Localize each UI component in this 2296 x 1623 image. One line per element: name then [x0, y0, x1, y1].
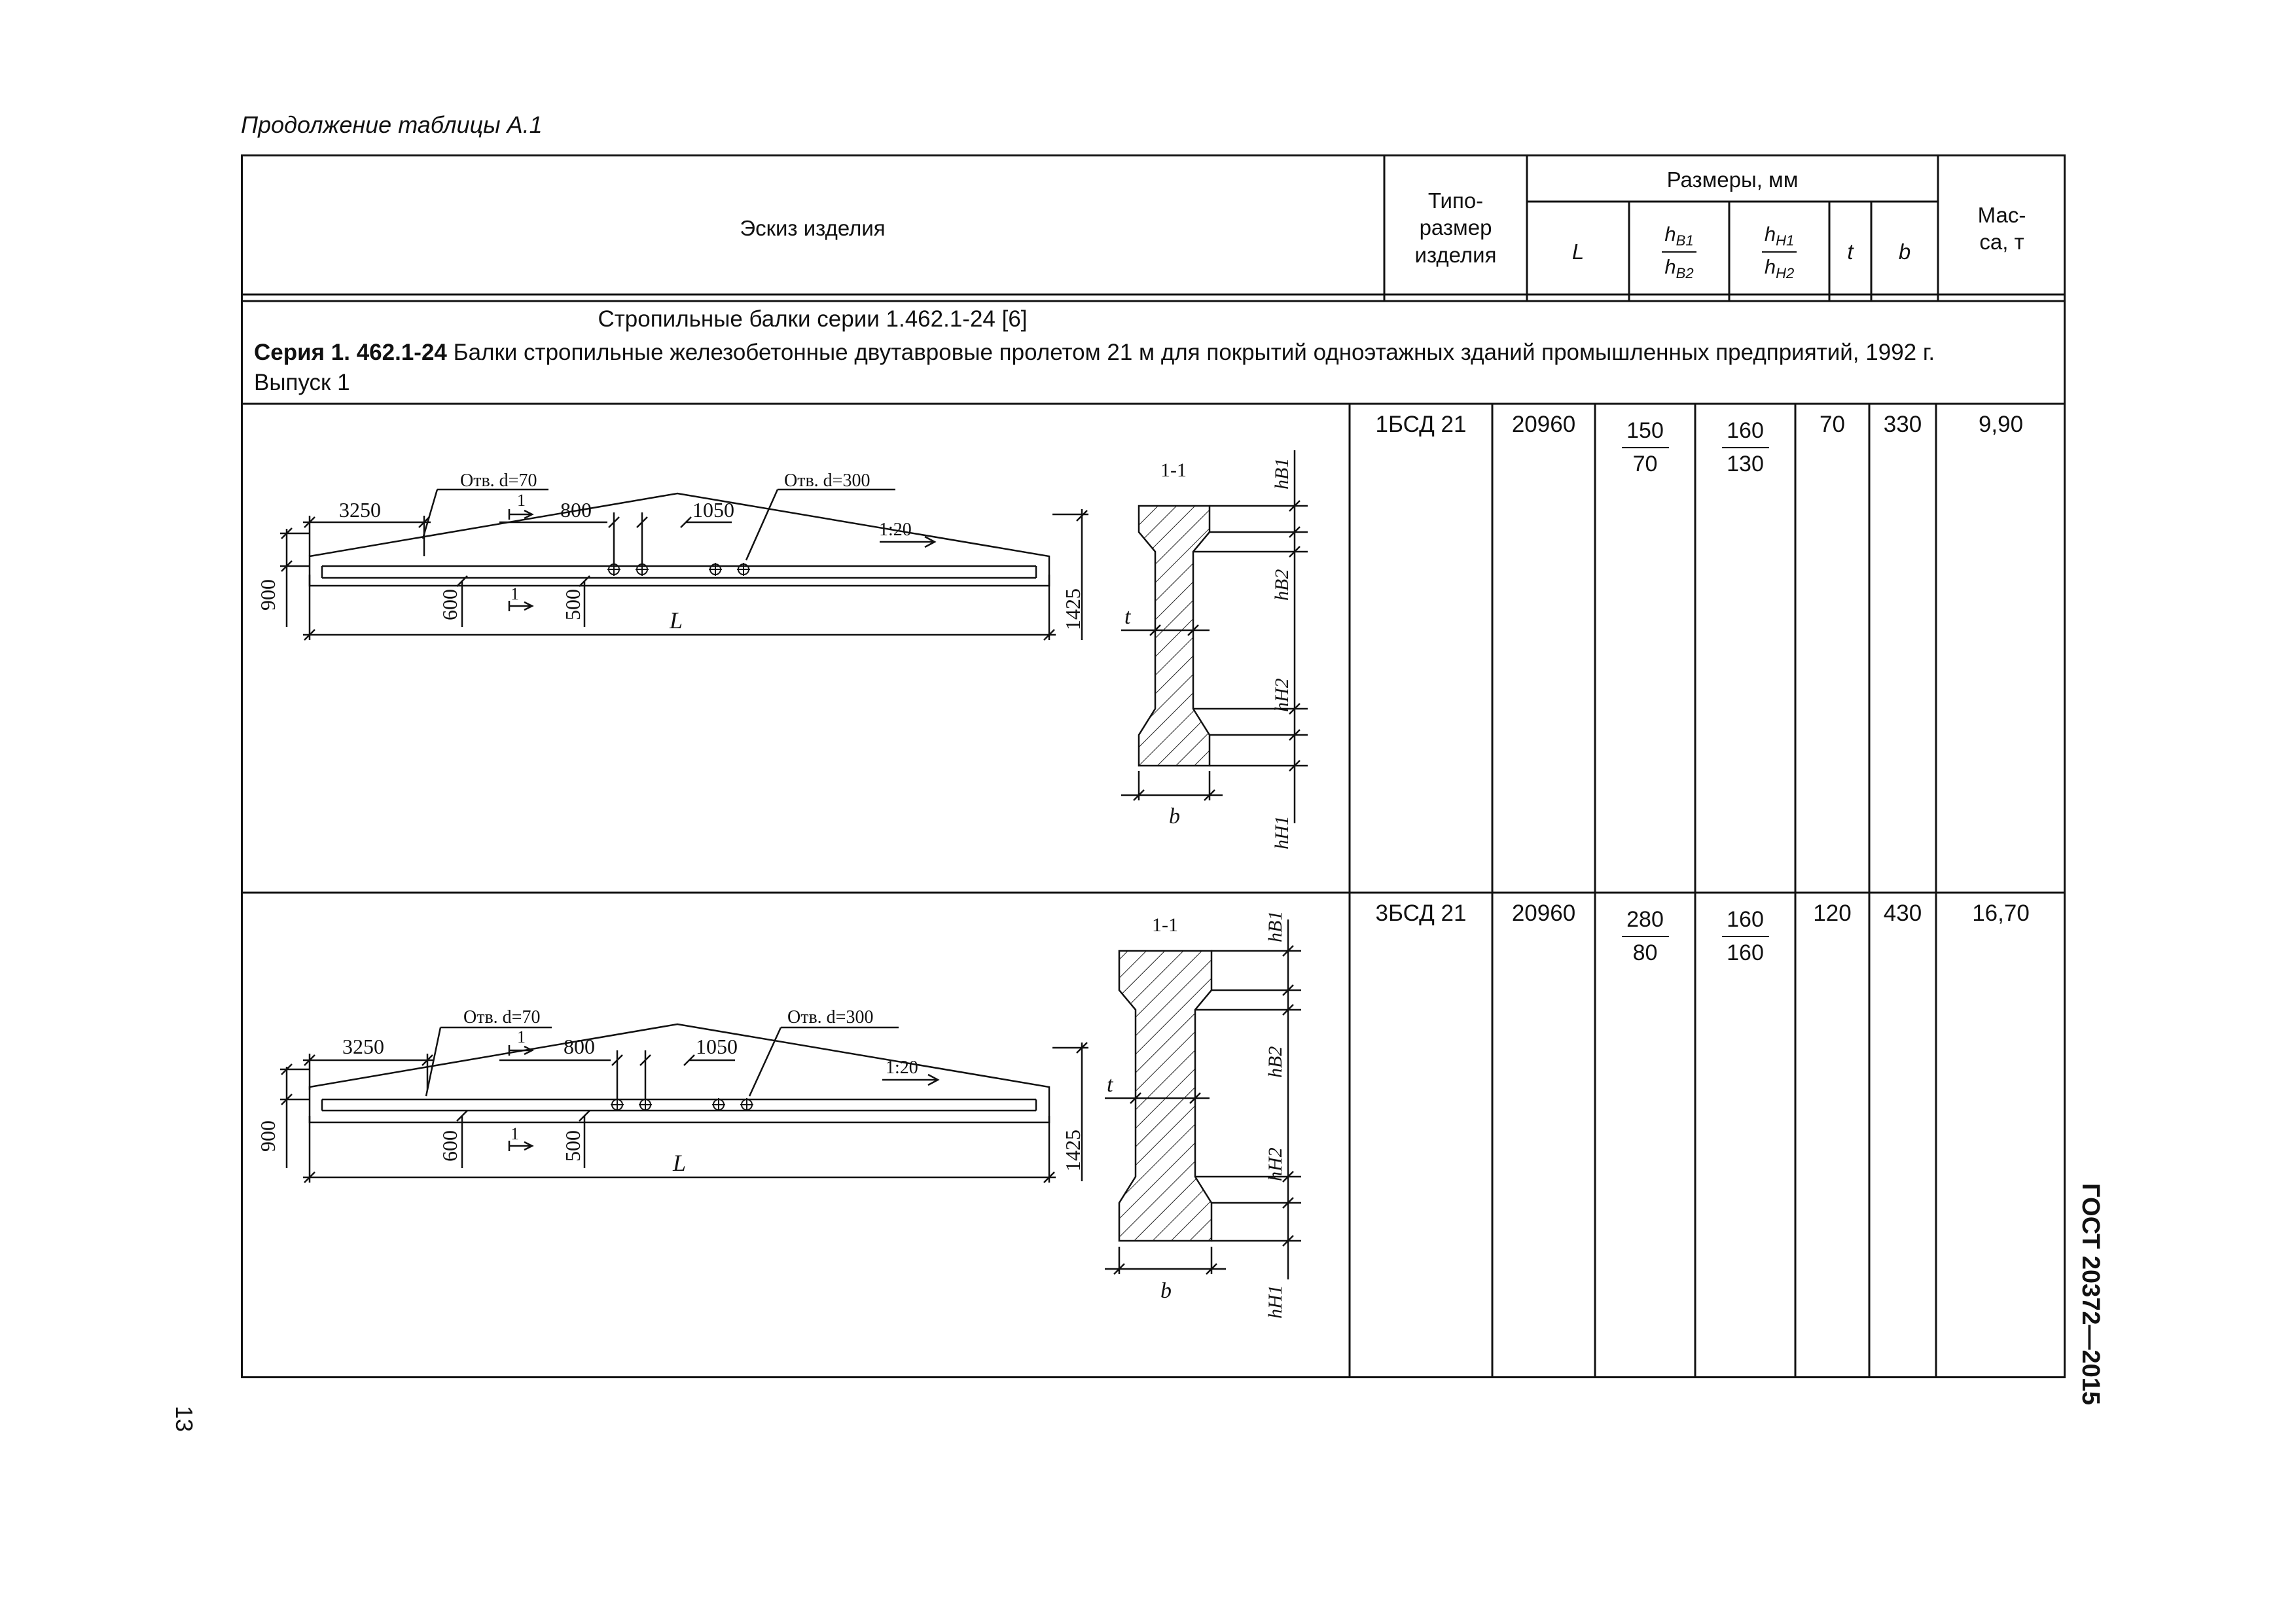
table-caption: Продолжение таблицы А.1 — [241, 111, 543, 138]
series-title: Стропильные балки серии 1.462.1-24 [6] — [598, 306, 1028, 332]
section-mark-top: 1 — [517, 491, 526, 510]
label-hole-300: Отв. d=300 — [787, 1007, 874, 1027]
row2-hB2: 80 — [1632, 940, 1658, 966]
dim-800: 800 — [564, 1035, 595, 1058]
dim-900: 900 — [256, 579, 279, 611]
row2-hH — [1695, 904, 1795, 970]
label-b: b — [1160, 1279, 1172, 1303]
label-hB1: hВ1 — [1271, 457, 1293, 490]
header-col-b: b — [1898, 240, 1911, 264]
header-type-size-line3: изделия — [1414, 242, 1497, 267]
row2-t: 120 — [1813, 901, 1852, 926]
section-mark-top: 1 — [517, 1027, 526, 1046]
document-standard-title: ГОСТ 20372—2015 — [2077, 1183, 2104, 1406]
row1-L: 20960 — [1511, 412, 1576, 437]
dim-1425: 1425 — [1061, 588, 1085, 630]
dim-1050: 1050 — [692, 498, 734, 522]
row1-hH1: 160 — [1722, 415, 1769, 448]
header-mass — [1938, 202, 2066, 256]
table — [241, 154, 2066, 1378]
dim-500: 500 — [561, 589, 584, 620]
header-col-t: t — [1847, 240, 1854, 264]
beam-sketch-2 — [241, 893, 1350, 1378]
row1-hB2: 70 — [1632, 452, 1658, 477]
row1-mass: 9,90 — [1978, 412, 2024, 437]
series-text: Балки стропильные железобетонные двутавровые пролетом 21 м для покрытий одноэтажных зданий промышленных предприятий, 1992 г. — [446, 340, 1935, 365]
header-col-hH — [1729, 220, 1829, 284]
header-hH-top: $h_{H1}$ — [1762, 220, 1797, 253]
header-mass-line2: са, т — [1979, 230, 2024, 255]
page-number: 13 — [171, 1406, 198, 1433]
beam-sketch-1 — [241, 404, 1350, 892]
label-section-title: 1-1 — [1160, 459, 1187, 481]
row2-hH2: 160 — [1727, 940, 1764, 966]
dim-3250: 3250 — [342, 1035, 384, 1058]
header-col-hB — [1629, 220, 1729, 284]
row1-type: 1БСД 21 — [1375, 412, 1467, 437]
label-L: L — [670, 607, 683, 633]
label-hH1: hН1 — [1271, 815, 1293, 849]
label-L: L — [673, 1150, 687, 1176]
row1-hH — [1695, 415, 1795, 481]
label-slope: 1:20 — [879, 520, 912, 540]
dim-1425: 1425 — [1061, 1130, 1085, 1171]
label-hole-300: Отв. d=300 — [784, 471, 870, 491]
row2-type: 3БСД 21 — [1375, 901, 1467, 926]
row2-hH1: 160 — [1722, 904, 1769, 937]
section-mark-bottom: 1 — [511, 1124, 519, 1143]
label-t: t — [1107, 1073, 1113, 1097]
series-name: Серия 1. 462.1-24 — [254, 340, 447, 365]
row1-hB1: 150 — [1622, 415, 1669, 448]
label-hB1: hВ1 — [1265, 910, 1286, 942]
dim-500: 500 — [561, 1130, 584, 1162]
header-hB-bottom: $h_{B2}$ — [1664, 255, 1694, 282]
header-hH-bottom: $h_{H2}$ — [1764, 255, 1795, 282]
row1-hH2: 130 — [1727, 452, 1764, 477]
row2-hB1: 280 — [1622, 904, 1669, 937]
label-hH1: hН1 — [1265, 1285, 1286, 1319]
dim-800: 800 — [560, 498, 592, 522]
label-b: b — [1169, 804, 1180, 829]
header-sketch: Эскиз изделия — [740, 216, 886, 240]
row2-mass: 16,70 — [1972, 901, 2030, 926]
header-type-size — [1384, 187, 1527, 268]
label-section-title: 1-1 — [1152, 914, 1178, 936]
label-hole-70: Отв. d=70 — [463, 1007, 541, 1027]
label-t: t — [1124, 605, 1131, 629]
label-hH2: hН2 — [1265, 1147, 1286, 1181]
row1-b: 330 — [1883, 412, 1922, 437]
row2-hB — [1595, 904, 1695, 970]
dim-3250: 3250 — [339, 498, 381, 522]
header-dimensions: Размеры, мм — [1666, 168, 1799, 192]
row1-hB — [1595, 415, 1695, 481]
row2-L: 20960 — [1511, 901, 1576, 926]
dim-600: 600 — [438, 589, 461, 620]
series-issue: Выпуск 1 — [254, 370, 350, 396]
label-slope: 1:20 — [886, 1058, 918, 1078]
header-mass-line1: Мас- — [1977, 203, 2026, 227]
label-hole-70: Отв. d=70 — [460, 471, 537, 491]
row2-b: 430 — [1883, 901, 1922, 926]
label-hH2: hН2 — [1271, 678, 1293, 712]
label-hB2: hВ2 — [1265, 1046, 1286, 1078]
header-hB-top: $h_{B1}$ — [1662, 220, 1696, 253]
header-type-size-line2: размер — [1419, 215, 1492, 240]
header-type-size-line1: Типо- — [1427, 188, 1484, 213]
row1-t: 70 — [1820, 412, 1845, 437]
header-col-L: L — [1571, 240, 1585, 264]
dim-1050: 1050 — [696, 1035, 738, 1058]
series-description — [254, 338, 2059, 398]
dim-600: 600 — [438, 1130, 461, 1162]
label-hB2: hВ2 — [1271, 569, 1293, 601]
section-mark-bottom: 1 — [511, 584, 519, 603]
dim-900: 900 — [256, 1120, 279, 1152]
